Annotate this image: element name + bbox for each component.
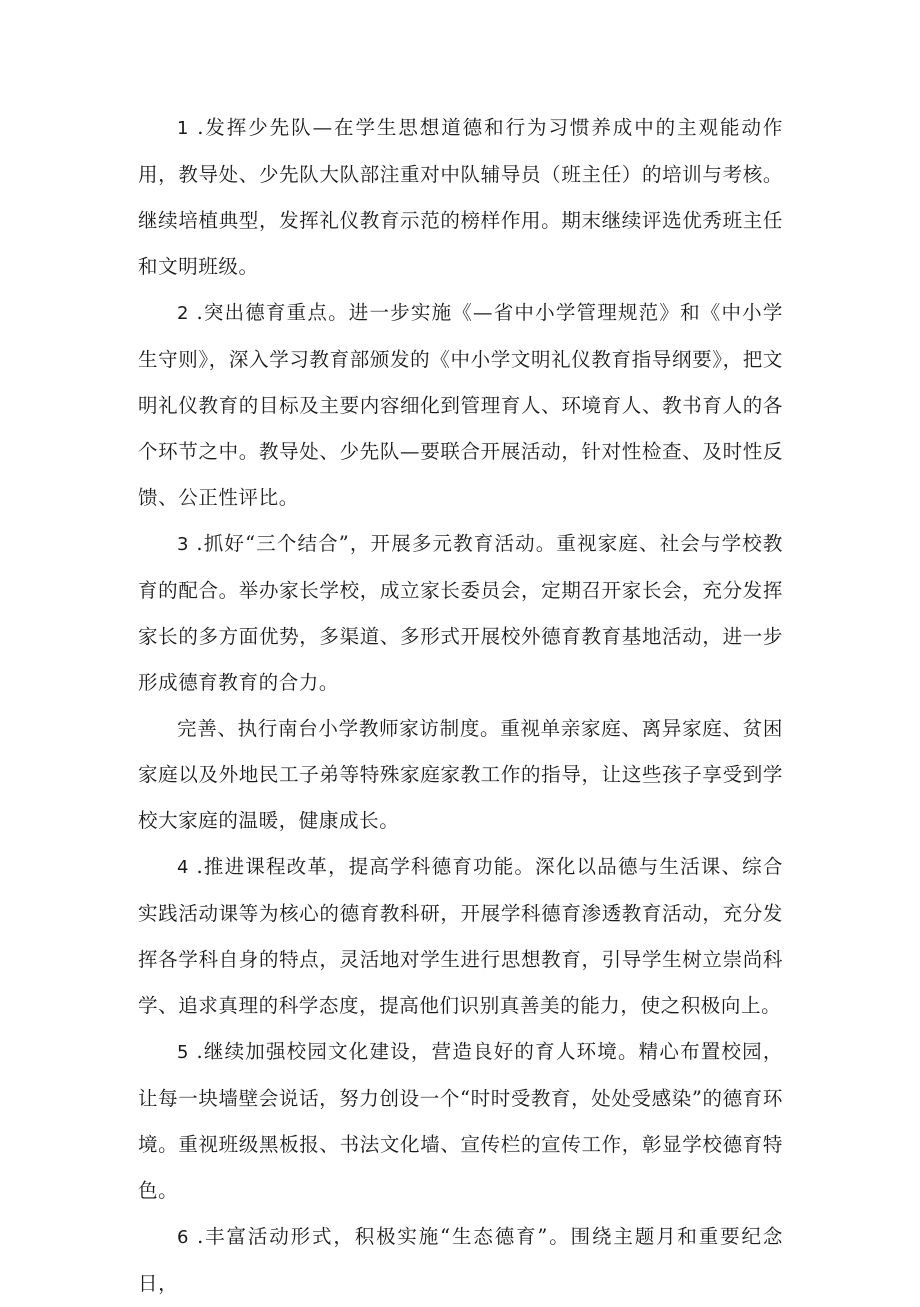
paragraph-text: .继续加强校园文化建设，营造良好的育人环境。精心布置校园，让每一块墙壁会说话，努力创设一个“时时受教育，处处受感染”的德育环境。重视班级黑板报、书法文化墙、宣传栏的宣传工作，彰显学校德育特色。 xyxy=(138,1040,783,1202)
paragraph-text: .丰富活动形式，积极实施“生态德育”。围绕主题月和重要纪念日， xyxy=(138,1225,783,1295)
paragraph-number: 3 xyxy=(177,534,190,555)
document-body xyxy=(138,105,783,1307)
paragraph-item-6 xyxy=(138,1214,783,1307)
paragraph-number: 1 xyxy=(177,118,190,139)
paragraph-item-5 xyxy=(138,1029,783,1214)
paragraph-number: 2 xyxy=(177,303,190,324)
paragraph-home-visit xyxy=(138,706,783,844)
paragraph-number: 4 xyxy=(177,857,190,878)
paragraph-number: 5 xyxy=(177,1042,190,1063)
paragraph-item-1 xyxy=(138,105,783,290)
paragraph-text: .推进课程改革，提高学科德育功能。深化以品德与生活课、综合实践活动课等为核心的德育教科研，开展学科德育渗透教育活动，充分发挥各学科自身的特点，灵活地对学生进行思想教育，引导学生树立崇尚科学、追求真理的科学态度，提高他们识别真善美的能力，使之积极向上。 xyxy=(138,855,783,1017)
paragraph-text: 完善、执行南台小学教师家访制度。重视单亲家庭、离异家庭、贫困家庭以及外地民工子弟等特殊家庭家教工作的指导，让这些孩子享受到学校大家庭的温暖，健康成长。 xyxy=(138,717,783,832)
paragraph-text: .抓好“三个结合”，开展多元教育活动。重视家庭、社会与学校教育的配合。举办家长学校，成立家长委员会，定期召开家长会，充分发挥家长的多方面优势，多渠道、多形式开展校外德育教育基地活动，进一步形成德育教育的合力。 xyxy=(138,532,783,694)
paragraph-text: .突出德育重点。进一步实施《—省中小学管理规范》和《中小学生守则》，深入学习教育部颁发的《中小学文明礼仪教育指导纲要》，把文明礼仪教育的目标及主要内容细化到管理育人、环境育人、教书育人的各个环节之中。教导处、少先队—要联合开展活动，针对性检查、及时性反馈、公正性评比。 xyxy=(138,301,783,509)
paragraph-text: .发挥少先队—在学生思想道德和行为习惯养成中的主观能动作用，教导处、少先队大队部注重对中队辅导员（班主任）的培训与考核。继续培植典型，发挥礼仪教育示范的榜样作用。期末继续评选优秀班主任和文明班级。 xyxy=(138,116,783,278)
paragraph-number: 6 xyxy=(177,1227,190,1248)
paragraph-item-4 xyxy=(138,844,783,1029)
paragraph-item-3 xyxy=(138,521,783,706)
paragraph-item-2 xyxy=(138,290,783,521)
